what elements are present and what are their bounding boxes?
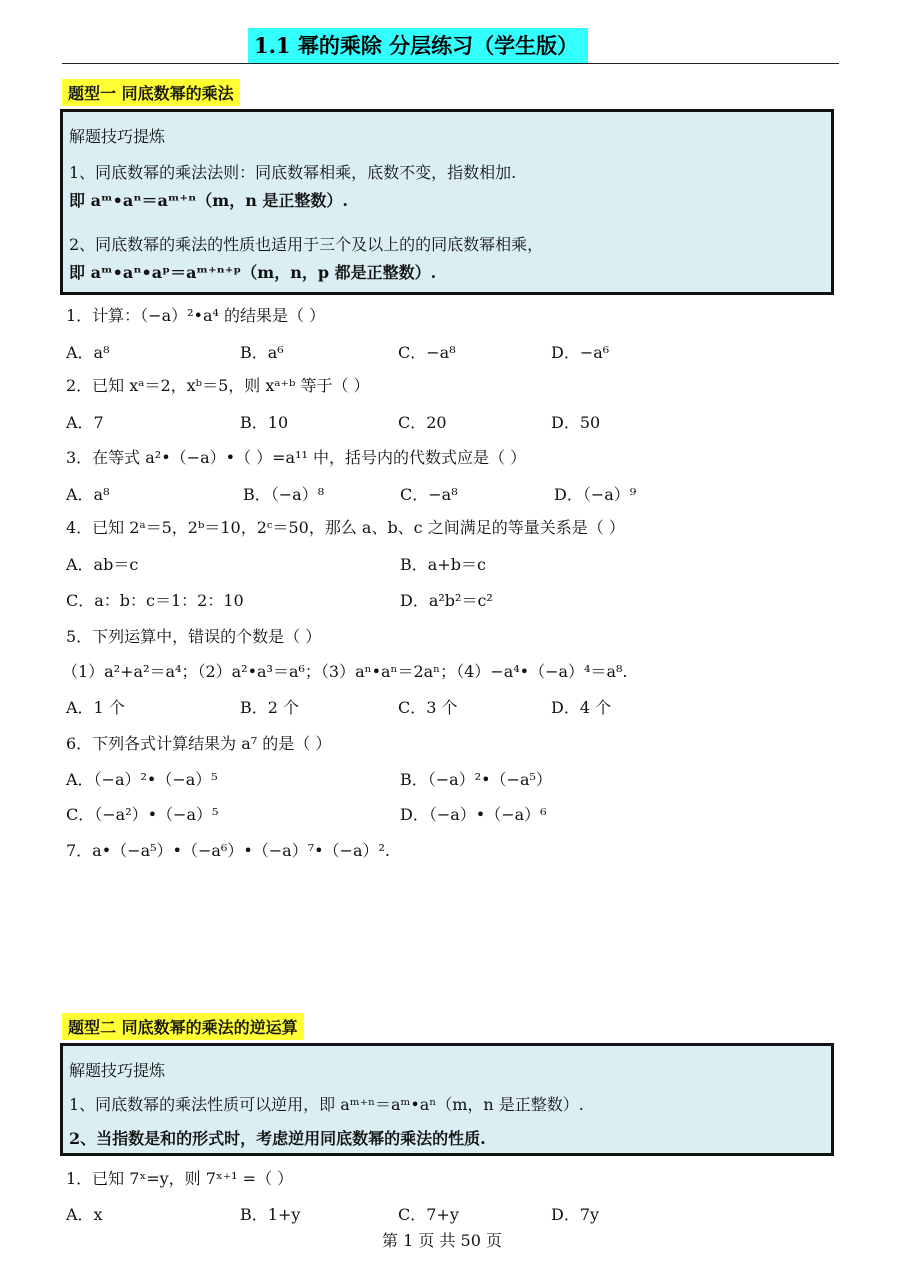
question-4-option-c: C．a：b：c＝1：2：10 <box>66 591 244 610</box>
tips-2-line-1: 1、同底数幂的乘法性质可以逆用，即 aᵐ⁺ⁿ＝aᵐ•aⁿ（m，n 是正整数）. <box>69 1095 584 1114</box>
question-2-option-d: D．50 <box>551 413 601 432</box>
question-4-option-b: B．a+b＝c <box>400 555 486 574</box>
question-2-option-b: B．10 <box>240 413 289 432</box>
section-1-label: 题型一 同底数幂的乘法 <box>62 79 240 106</box>
tips-line-4: 即 aᵐ•aⁿ•aᵖ＝aᵐ⁺ⁿ⁺ᵖ（m，n，p 都是正整数）. <box>69 263 437 282</box>
page-footer: 第 1 页 共 50 页 <box>382 1231 502 1250</box>
tips-2-heading: 解题技巧提炼 <box>69 1061 166 1080</box>
question-6-option-b: B．（−a）²•（−a⁵） <box>400 770 552 789</box>
question-3-stem: 3．在等式 a²•（−a）•（ ）=a¹¹ 中，括号内的代数式应是（ ） <box>66 448 527 467</box>
question-5-option-a: A．1 个 <box>66 698 125 717</box>
tips-line-2: 即 aᵐ•aⁿ＝aᵐ⁺ⁿ（m，n 是正整数）. <box>69 191 348 210</box>
question-6-stem: 6．下列各式计算结果为 a⁷ 的是（ ） <box>66 734 332 753</box>
question-3-option-c: C．−a⁸ <box>400 485 458 504</box>
question-3-option-a: A．a⁸ <box>66 485 110 504</box>
question-2-stem: 2．已知 xᵃ＝2，xᵇ＝5，则 xᵃ⁺ᵇ 等于（ ） <box>66 376 370 395</box>
question-2-option-c: C．20 <box>398 413 447 432</box>
question-6-option-c: C．（−a²）•（−a）⁵ <box>66 805 219 824</box>
question-6-option-a: A．（−a）²•（−a）⁵ <box>66 770 218 789</box>
section-2-question-1-option-b: B．1+y <box>240 1205 301 1224</box>
tips-2-line-2: 2、当指数是和的形式时，考虑逆用同底数幂的乘法的性质. <box>69 1129 486 1148</box>
section-2-question-1-option-d: D．7y <box>551 1205 600 1224</box>
question-2-option-a: A．7 <box>66 413 104 432</box>
tips-line-1: 1、同底数幂的乘法法则：同底数幂相乘，底数不变，指数相加. <box>69 163 517 182</box>
section-2-question-1-stem: 1．已知 7ˣ=y，则 7ˣ⁺¹ =（ ） <box>66 1169 294 1188</box>
page-title: 1.1 幂的乘除 分层练习（学生版） <box>248 28 588 63</box>
question-5-statements: （1）a²+a²＝a⁴；（2）a²•a³＝a⁶；（3）aⁿ•aⁿ＝2aⁿ；（4）−a⁴•（−a）⁴＝a⁸. <box>62 662 628 681</box>
question-5-option-c: C．3 个 <box>398 698 458 717</box>
question-1-option-b: B．a⁶ <box>240 343 284 362</box>
tips-box-1 <box>60 109 834 295</box>
question-4-option-a: A．ab＝c <box>66 555 139 574</box>
question-5-option-b: B．2 个 <box>240 698 300 717</box>
section-2-question-1-option-c: C．7+y <box>398 1205 459 1224</box>
question-7-stem: 7．a•（−a⁵）•（−a⁶）•（−a）⁷•（−a）². <box>66 841 390 860</box>
tips-line-3: 2、同底数幂的乘法的性质也适用于三个及以上的的同底数幂相乘， <box>69 235 544 254</box>
question-5-option-d: D．4 个 <box>551 698 612 717</box>
question-1-option-a: A．a⁸ <box>66 343 110 362</box>
question-1-option-d: D．−a⁶ <box>551 343 610 362</box>
question-1-stem: 1．计算：（−a）²•a⁴ 的结果是（ ） <box>66 306 326 325</box>
question-5-stem: 5．下列运算中，错误的个数是（ ） <box>66 627 322 646</box>
question-4-option-d: D．a²b²＝c² <box>400 591 493 610</box>
question-6-option-d: D．（−a）•（−a）⁶ <box>400 805 547 824</box>
question-4-stem: 4．已知 2ᵃ＝5，2ᵇ＝10，2ᶜ＝50，那么 a、b、c 之间满足的等量关系是（ ） <box>66 518 625 537</box>
tips-heading: 解题技巧提炼 <box>69 127 166 146</box>
section-2-label: 题型二 同底数幂的乘法的逆运算 <box>62 1013 304 1040</box>
title-rule <box>62 63 839 64</box>
tips-box-2 <box>60 1043 834 1156</box>
section-2-question-1-option-a: A．x <box>66 1205 103 1224</box>
question-1-option-c: C．−a⁸ <box>398 343 456 362</box>
question-3-option-b: B．（−a）⁸ <box>243 485 325 504</box>
question-3-option-d: D．（−a）⁹ <box>554 485 637 504</box>
